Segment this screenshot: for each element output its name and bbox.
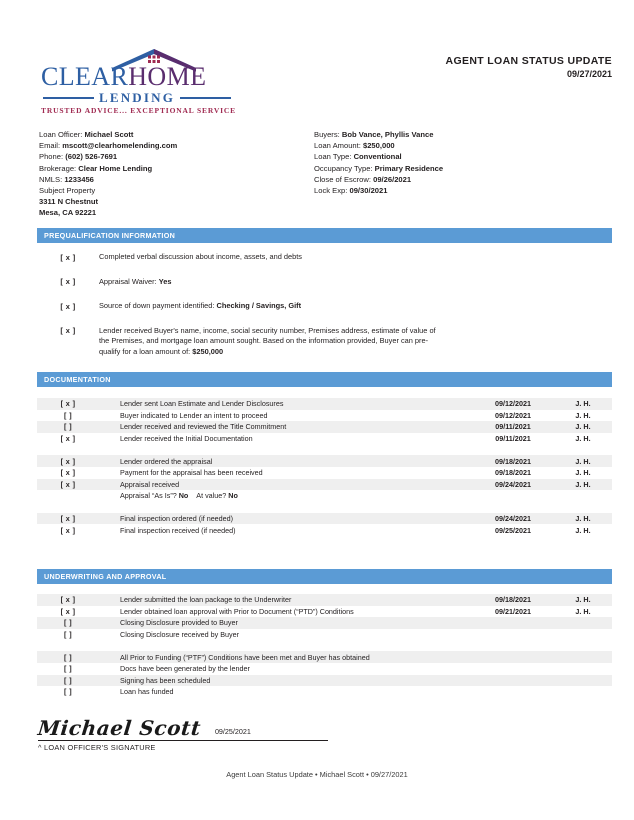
signature-row (38, 712, 328, 738)
row-initials: J. H. (575, 514, 591, 524)
checkbox-marker[interactable]: [ ] (64, 618, 72, 628)
row-description: Appraisal received (120, 479, 180, 489)
appraisal-note-text: Appraisal “As Is”? No At value? No (120, 491, 238, 501)
row-description: Docs have been generated by the lender (120, 664, 250, 674)
meta-line (39, 129, 177, 140)
row-date: 09/24/2021 (495, 479, 531, 489)
underwriting-table (37, 594, 612, 698)
meta-value: Conventional (353, 152, 402, 162)
meta-label: NMLS: (39, 174, 65, 184)
table-row (37, 617, 612, 629)
company-logo (37, 48, 237, 115)
row-date: 09/18/2021 (495, 468, 531, 478)
checkbox-marker[interactable]: [ x ] (60, 479, 76, 489)
checkbox-marker[interactable]: [ x ] (60, 434, 76, 444)
meta-line (314, 163, 443, 174)
table-row (37, 421, 612, 433)
meta-value: 3311 N Chestnut (39, 197, 99, 207)
checkbox-marker[interactable]: [ ] (64, 410, 72, 420)
prequalification-item (37, 326, 612, 358)
row-group-spacer (37, 502, 612, 513)
appraisal-note-row (37, 490, 612, 502)
meta-label: Subject Property (39, 186, 96, 196)
logo-wordmark (41, 64, 206, 90)
meta-line (39, 174, 177, 185)
meta-line (314, 185, 443, 196)
row-date: 09/11/2021 (495, 422, 531, 432)
row-description: Lender obtained loan approval with Prior to Document (“PTD”) Conditions (120, 606, 354, 616)
checkbox-marker[interactable]: [ ] (64, 652, 72, 662)
meta-line (314, 129, 443, 140)
meta-label: Brokerage: (39, 163, 79, 173)
documentation-table (37, 398, 612, 536)
meta-line (39, 207, 177, 218)
row-date: 09/25/2021 (495, 525, 531, 535)
prequalification-item-text: Source of down payment identified: Checking / Savings, Gift (99, 301, 302, 310)
logo-lending-row (43, 92, 231, 104)
prequalification-item-value: Yes (158, 276, 172, 286)
checkbox-marker[interactable]: [ x ] (60, 399, 76, 409)
table-row (37, 524, 612, 536)
meta-value: mscott@clearhomelending.com (62, 141, 178, 151)
prequalification-item-value: Checking / Savings, Gift (216, 301, 302, 310)
prequalification-item-text: Lender received Buyer's name, income, social security number, Premises address, estimate of value of the Premises, and mortgage loan amount sought. Based on the information provided, Buyer can pre-qualify for a loan amount of: $250,000 (99, 325, 436, 356)
meta-line (39, 163, 177, 174)
row-description: Lender received and reviewed the Title Commitment (120, 422, 287, 432)
meta-value: Clear Home Lending (78, 163, 153, 173)
signature-name: Michael Scott (36, 716, 203, 740)
checkbox-marker[interactable]: [ x ] (60, 252, 76, 262)
row-description: Lender sent Loan Estimate and Lender Disclosures (120, 399, 284, 409)
row-initials: J. H. (575, 595, 591, 605)
document-title-group (446, 54, 612, 82)
row-group-spacer (37, 640, 612, 651)
meta-value: 09/26/2021 (373, 174, 412, 184)
row-description: Signing has been scheduled (120, 675, 211, 685)
checkbox-marker[interactable]: [ x ] (60, 514, 76, 524)
signature-caption: ^ LOAN OFFICER'S SIGNATURE (38, 743, 156, 752)
row-initials: J. H. (575, 479, 591, 489)
meta-value: 09/30/2021 (349, 186, 388, 196)
table-row (37, 455, 612, 467)
row-initials: J. H. (575, 456, 591, 466)
row-description: Loan has funded (120, 687, 174, 697)
row-description: Lender received the Initial Documentation (120, 434, 253, 444)
loan-details-info (314, 129, 443, 196)
row-description: Closing Disclosure provided to Buyer (120, 618, 238, 628)
prequalification-item-value: $250,000 (192, 346, 224, 356)
row-description: Lender submitted the loan package to the Underwriter (120, 595, 292, 605)
meta-label: Buyers: (314, 130, 342, 139)
logo-tagline: TRUSTED ADVICE... EXCEPTIONAL SERVICE (41, 106, 236, 115)
meta-line (39, 140, 177, 151)
table-row (37, 479, 612, 491)
meta-line (39, 185, 177, 196)
row-description: Buyer indicated to Lender an intent to proceed (120, 410, 268, 420)
prequalification-list (37, 252, 612, 371)
logo-word-clear: CLEAR (41, 62, 129, 91)
row-initials: J. H. (575, 422, 591, 432)
appraisal-as-is-value: No (178, 491, 189, 501)
row-date: 09/12/2021 (495, 399, 531, 409)
row-description: All Prior to Funding (“PTF”) Conditions have been met and Buyer has obtained (120, 652, 370, 662)
table-row (37, 513, 612, 525)
checkbox-marker[interactable]: [ ] (64, 422, 72, 432)
checkbox-marker[interactable]: [ ] (64, 687, 72, 697)
meta-value: Michael Scott (84, 130, 134, 139)
row-date: 09/12/2021 (495, 410, 531, 420)
table-row (37, 398, 612, 410)
row-initials: J. H. (575, 434, 591, 444)
table-row (37, 410, 612, 422)
loan-officer-info (39, 129, 177, 219)
meta-line (314, 151, 443, 162)
meta-label: Loan Amount: (314, 141, 363, 151)
checkbox-marker[interactable]: [ x ] (60, 277, 76, 286)
logo-rule-left (43, 97, 94, 99)
checkbox-marker[interactable]: [ x ] (60, 525, 76, 535)
meta-label: Email: (39, 141, 63, 151)
meta-line (314, 174, 443, 185)
row-description: Payment for the appraisal has been received (120, 468, 263, 478)
meta-label: Close of Escrow: (314, 174, 374, 184)
signature-date: 09/25/2021 (214, 727, 251, 736)
checkbox-marker[interactable]: [ x ] (60, 301, 76, 311)
meta-label: Loan Type: (314, 152, 354, 162)
table-row (37, 663, 612, 675)
checkbox-marker[interactable]: [ x ] (60, 606, 76, 616)
row-date: 09/18/2021 (495, 456, 531, 466)
logo-word-lending: LENDING (98, 90, 176, 105)
row-description: Closing Disclosure received by Buyer (120, 630, 240, 640)
checkbox-marker[interactable]: [ x ] (60, 595, 76, 605)
logo-rule-right (180, 97, 231, 99)
logo-word-home: HOME (128, 62, 207, 91)
row-date: 09/24/2021 (495, 514, 531, 524)
section-header-prequalification: PREQUALIFICATION INFORMATION (37, 228, 612, 243)
document-header (37, 48, 612, 114)
checkbox-marker[interactable]: [ ] (64, 675, 72, 685)
prequalification-item (37, 301, 612, 312)
row-initials: J. H. (575, 410, 591, 420)
checkbox-marker[interactable]: [ ] (64, 664, 72, 674)
page-footer: Agent Loan Status Update • Michael Scott • 09/27/2021 (226, 770, 408, 779)
table-row (37, 651, 612, 663)
meta-value: (602) 526-7691 (65, 152, 118, 162)
row-initials: J. H. (575, 525, 591, 535)
checkbox-marker[interactable]: [ x ] (60, 468, 76, 478)
meta-value: Primary Residence (374, 163, 444, 173)
prequalification-item (37, 252, 612, 263)
page-title: AGENT LOAN STATUS UPDATE (445, 55, 612, 67)
signature-line (38, 740, 328, 741)
meta-value: 1233456 (64, 174, 94, 184)
table-row (37, 606, 612, 618)
meta-label: Lock Exp: (314, 186, 350, 196)
row-initials: J. H. (575, 606, 591, 616)
table-row (37, 467, 612, 479)
signature-block (38, 712, 328, 752)
meta-line (314, 140, 443, 151)
meta-value: Bob Vance, Phyllis Vance (341, 130, 434, 139)
meta-line (39, 196, 177, 207)
meta-label: Phone: (39, 152, 66, 162)
row-description: Lender ordered the appraisal (120, 456, 213, 466)
row-description: Final inspection ordered (if needed) (120, 514, 234, 524)
prequalification-item-text: Appraisal Waiver: Yes (99, 276, 172, 286)
row-group-spacer (37, 444, 612, 455)
meta-value: $250,000 (362, 141, 395, 151)
table-row (37, 629, 612, 641)
checkbox-marker[interactable]: [ x ] (60, 326, 76, 335)
prequalification-item-text: Completed verbal discussion about income, assets, and debts (99, 252, 302, 261)
row-initials: J. H. (575, 468, 591, 478)
table-row (37, 686, 612, 698)
meta-line (39, 151, 177, 162)
meta-label: Occupancy Type: (314, 163, 375, 173)
row-date: 09/11/2021 (495, 434, 531, 444)
row-description: Final inspection received (if needed) (120, 525, 236, 535)
row-initials: J. H. (575, 399, 591, 409)
meta-value: Mesa, CA 92221 (39, 208, 97, 218)
checkbox-marker[interactable]: [ ] (64, 630, 72, 640)
row-date: 09/18/2021 (495, 595, 531, 605)
section-header-documentation: DOCUMENTATION (37, 372, 612, 387)
document-date: 09/27/2021 (566, 69, 612, 80)
meta-label: Loan Officer: (39, 130, 85, 139)
section-header-underwriting: UNDERWRITING AND APPROVAL (37, 569, 612, 584)
checkbox-marker[interactable]: [ x ] (60, 456, 76, 466)
row-date: 09/21/2021 (495, 606, 531, 616)
table-row (37, 675, 612, 687)
table-row (37, 594, 612, 606)
table-row (37, 433, 612, 445)
prequalification-item (37, 277, 612, 288)
appraisal-at-value-value: No (228, 491, 238, 501)
